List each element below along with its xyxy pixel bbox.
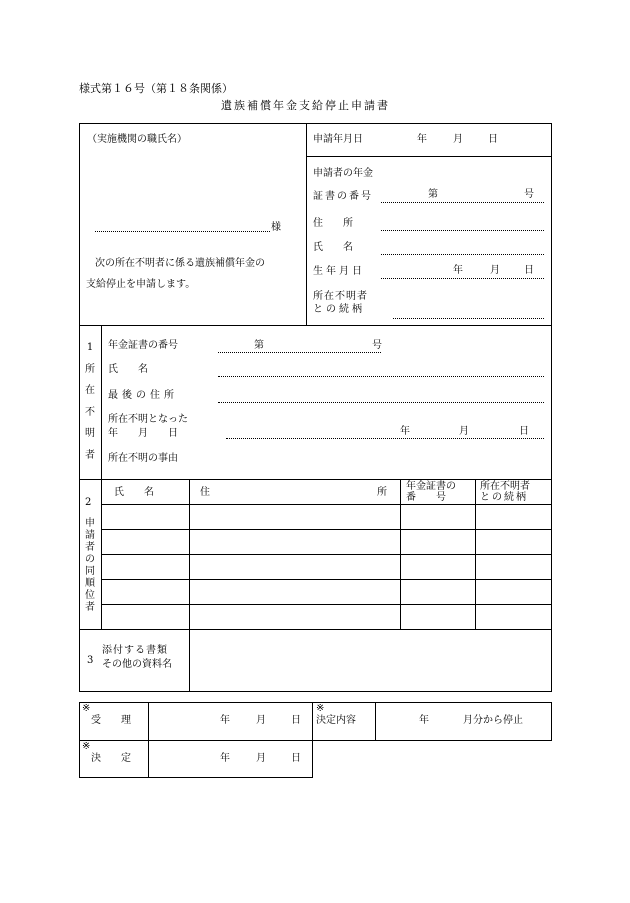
applicant-address-label: 住 所 [313, 218, 353, 229]
missing-cert-line [218, 352, 381, 353]
row5-name-input[interactable] [103, 606, 187, 627]
missing-date-year-unit: 年 [400, 426, 410, 437]
attachments-input[interactable] [194, 636, 546, 686]
institution-label: （実施機関の職氏名） [87, 134, 187, 145]
received-day-unit: 日 [291, 715, 301, 726]
col-cert-header-1: 年金証書の [406, 481, 456, 492]
form-number: 様式第１６号（第１８条関係） [79, 82, 233, 95]
section3-number: 3 [87, 655, 94, 666]
application-year-unit: 年 [417, 134, 427, 145]
row1-address-input[interactable] [191, 506, 398, 527]
row1-name-input[interactable] [103, 506, 187, 527]
decision-month-unit: 月 [256, 753, 266, 764]
received-year-unit: 年 [220, 715, 230, 726]
decision-label: 決 定 [91, 753, 131, 764]
received-month-unit: 月 [256, 715, 266, 726]
attachments-label-2: その他の資料名 [102, 659, 172, 670]
applicant-relation-line [393, 318, 544, 319]
applicant-relation-label-1: 所在不明者 [313, 291, 368, 302]
applicant-cert-dai: 第 [428, 189, 438, 200]
row2-address-input[interactable] [191, 531, 398, 552]
row5-address-input[interactable] [191, 606, 398, 627]
applicant-birth-label: 生年月日 [313, 266, 365, 277]
row3-name-input[interactable] [103, 556, 187, 577]
missing-address-line [218, 402, 544, 403]
applicant-address-line [381, 230, 544, 231]
section2-number: 2 [85, 497, 92, 508]
missing-cert-label: 年金証書の番号 [108, 340, 178, 351]
applicant-cert-go: 号 [524, 189, 534, 200]
applicant-name-input[interactable] [382, 240, 542, 254]
col-address-header-right: 所 [377, 487, 387, 498]
decision-day-unit: 日 [291, 753, 301, 764]
missing-date-month-unit: 月 [459, 426, 469, 437]
row4-name-input[interactable] [103, 581, 187, 602]
missing-name-label: 氏 名 [108, 364, 148, 375]
row1-cert-input[interactable] [402, 506, 473, 527]
col-relation-header-2: との続柄 [480, 492, 528, 503]
row5-relation-input[interactable] [477, 606, 549, 627]
missing-name-input[interactable] [219, 362, 541, 376]
missing-date-day-unit: 日 [519, 426, 529, 437]
row4-cert-input[interactable] [402, 581, 473, 602]
row2-cert-input[interactable] [402, 531, 473, 552]
institution-name-line [95, 231, 270, 232]
application-month-unit: 月 [453, 134, 463, 145]
applicant-relation-input[interactable] [394, 303, 542, 317]
applicant-name-label: 氏 名 [313, 242, 353, 253]
missing-address-label: 最後の住所 [108, 390, 178, 401]
missing-reason-input[interactable] [210, 452, 542, 466]
col-name-header: 氏 名 [114, 487, 154, 498]
row4-relation-input[interactable] [477, 581, 549, 602]
row3-address-input[interactable] [191, 556, 398, 577]
missing-address-input[interactable] [219, 388, 541, 402]
missing-reason-label: 所在不明の事由 [108, 453, 178, 464]
content-stop-text: 月分から停止 [463, 715, 523, 726]
applicant-relation-label-2: との続柄 [313, 304, 365, 315]
missing-cert-dai: 第 [254, 340, 264, 351]
applicant-cert-line [381, 202, 544, 203]
row2-relation-input[interactable] [477, 531, 549, 552]
content-year-unit: 年 [419, 715, 429, 726]
content-mark: ※ [316, 703, 325, 714]
col-cert-header-2: 番 号 [406, 492, 446, 503]
applicant-birth-day-unit: 日 [524, 265, 534, 276]
row3-relation-input[interactable] [477, 556, 549, 577]
missing-name-line [218, 376, 544, 377]
row3-cert-input[interactable] [402, 556, 473, 577]
form-title: 遺族補償年金支給停止申請書 [221, 99, 390, 112]
applicant-birth-month-unit: 月 [490, 265, 500, 276]
decision-content-label: 決定内容 [316, 715, 356, 726]
row4-address-input[interactable] [191, 581, 398, 602]
applicant-address-input[interactable] [382, 216, 542, 230]
row2-name-input[interactable] [103, 531, 187, 552]
row5-cert-input[interactable] [402, 606, 473, 627]
section2-side-label: 申請者の同順位者 [85, 518, 95, 613]
applicant-cert-label-2: 証書の番号 [313, 191, 373, 202]
missing-date-line [226, 438, 544, 439]
decision-year-unit: 年 [220, 753, 230, 764]
col-address-header-left: 住 [200, 487, 210, 498]
sama-label: 様 [271, 222, 281, 233]
attachments-label-1: 添付する書類 [102, 645, 168, 656]
missing-cert-go: 号 [372, 340, 382, 351]
missing-date-label-1: 所在不明となった [108, 414, 188, 425]
section1-side-label: 1所在不明者 [85, 342, 95, 461]
applicant-cert-label-1: 申請者の年金 [313, 168, 373, 179]
decision-mark: ※ [82, 741, 91, 752]
application-date-label: 申請年月日 [313, 134, 363, 145]
statement-line-1: 次の所在不明者に係る遺族補償年金の [95, 258, 265, 269]
applicant-name-line [381, 254, 544, 255]
row1-relation-input[interactable] [477, 506, 549, 527]
received-label: 受 理 [91, 715, 131, 726]
missing-date-label-2: 年 月 日 [108, 428, 178, 439]
col-relation-header-1: 所在不明者 [480, 481, 530, 492]
applicant-birth-year-unit: 年 [453, 265, 463, 276]
received-mark: ※ [82, 703, 91, 714]
applicant-birth-line [381, 278, 544, 279]
application-day-unit: 日 [488, 134, 498, 145]
institution-name-input[interactable] [96, 217, 268, 231]
statement-line-2: 支給停止を申請します。 [86, 279, 196, 290]
